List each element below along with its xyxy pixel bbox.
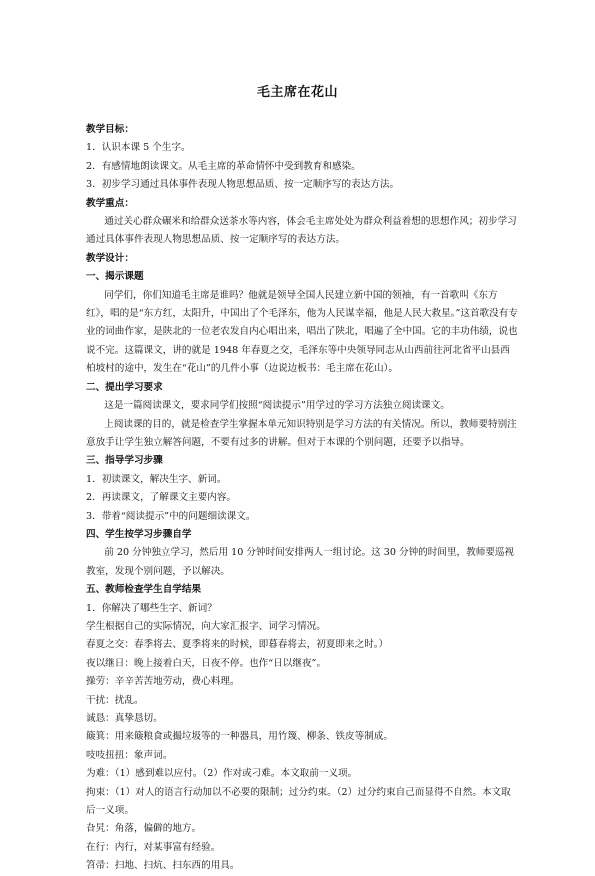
section-2-paragraph-1: 这是一篇阅读课文，要求同学们按照“阅读提示”用学过的学习方法独立阅读课文。 [104, 400, 450, 412]
section-5-heading: 五、教师检查学生自学结果 [86, 584, 202, 596]
goal-item: 2．有感情地朗读课文。从毛主席的革命情怀中受到教育和感染。 [86, 160, 361, 172]
key-heading: 教学重点： [86, 197, 134, 209]
vocab-line: 旮旯：角落，偏僻的地方。 [86, 823, 202, 835]
section-1-heading: 一、揭示课题 [86, 271, 144, 283]
document-body [86, 121, 518, 876]
section-4-heading: 四、学生按学习步骤自学 [86, 528, 192, 540]
vocab-line: 干扰：扰乱。 [86, 694, 144, 706]
page-title: 毛主席在花山 [256, 85, 338, 100]
goal-item: 1．认识本课 5 个生字。 [86, 142, 191, 154]
vocab-line: 拘束：（1）对人的语言行动加以不必要的限制；过分约束。（2）过分约束自己而显得不自然。本文取后一义项。 [86, 786, 511, 817]
vocab-line: 笤帚：扫地、扫炕、扫东西的用具。 [86, 860, 240, 872]
design-heading: 教学设计： [86, 252, 134, 264]
section-1-paragraph: 同学们，你们知道毛主席是谁吗？他就是领导全国人民建立新中国的领袖，有一首歌叫《东方红》，唱的是“东方红，太阳升，中国出了个毛泽东，他为人民谋幸福，他是人民大救星。”这首歌没有专业的词曲作家，是陕北的一位老农发自内心唱出来，唱出了陕北，唱遍了全中国。它的丰功伟绩，说也说不完。这篇课文，讲的就是 1948 年春夏之交，毛泽东等中央领导同志从山西前往河北省平山县西柏坡村的途中，发生在“花山”的几件小事（边说边板书：毛主席在花山）。 [86, 289, 518, 375]
vocab-line: 簸箕：用来簸粮食或撮垃圾等的一种器具，用竹篾、柳条、铁皮等制成。 [86, 731, 393, 743]
section-4-paragraph: 前 20 分钟独立学习，然后用 10 分钟时间安排两人一组讨论。这 30 分钟的时间里，教师要巡视教室，发现个别问题，予以解决。 [86, 547, 515, 577]
step-item: 2．再读课文，了解课文主要内容。 [86, 492, 237, 504]
vocab-line: 夜以继日：晚上接着白天，日夜不停。也作“日以继夜”。 [86, 657, 327, 669]
step-item: 1．初读课文，解决生字、新词。 [86, 473, 227, 485]
section-2-paragraph-2: 上阅读课的目的，就是检查学生掌握本单元知识特别是学习方法的有关情况。所以，教师要特别注意放手让学生独立解答问题，不要有过多的讲解。但对于本课的个别问题，还要予以指导。 [86, 418, 517, 448]
vocab-line: 在行：内行，对某事富有经验。 [86, 841, 221, 853]
vocab-line: 学生根据自己的实际情况，向大家汇报字、词学习情况。 [86, 620, 326, 632]
section-3-heading: 三、指导学习步骤 [86, 455, 163, 467]
vocab-line: 为难：（1）感到难以应付。（2）作对或刁难。本文取前一义项。 [86, 768, 358, 780]
vocab-line: 吱吱扭扭：象声词。 [86, 749, 173, 761]
vocab-line: 操劳：辛辛苦苦地劳动，费心料理。 [86, 676, 240, 688]
section-2-heading: 二、提出学习要求 [86, 381, 163, 393]
goal-item: 3．初步学习通过具体事件表现人物思想品质、按一定顺序写的表达方法。 [86, 179, 400, 191]
key-paragraph: 通过关心群众碾米和给群众送茶水等内容，体会毛主席处处为群众利益着想的思想作风；初步学习通过具体事件表现人物思想品质、按一定顺序写的表达方法。 [86, 216, 517, 246]
vocab-line: 春夏之交：春季将去、夏季将来的时候，即暮春将去，初夏即来之时。） [86, 639, 389, 651]
goals-heading: 教学目标： [86, 124, 134, 135]
vocab-line: 诚恳：真挚恳切。 [86, 713, 163, 724]
step-item: 3．带着“阅读提示”中的问题细读课文。 [86, 510, 256, 522]
check-question: 1．你解决了哪些生字、新词？ [86, 602, 217, 614]
